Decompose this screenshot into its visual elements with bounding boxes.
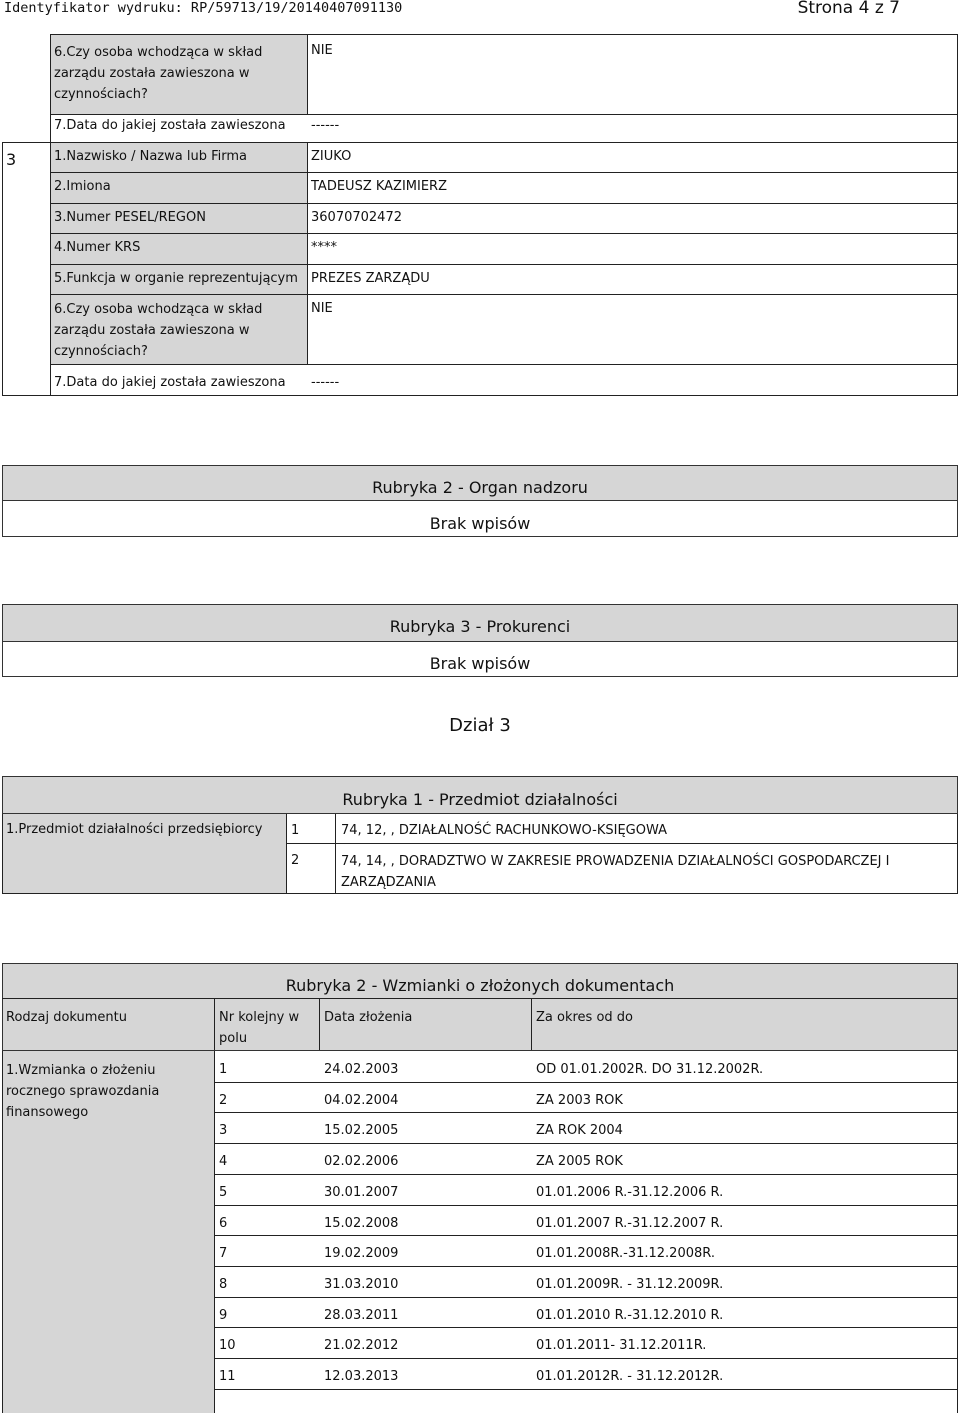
row-number: 9 (219, 1307, 228, 1323)
period-range: ZA ROK 2004 (536, 1123, 623, 1139)
business-activity-title: Rubryka 1 - Przedmiot działalności (342, 790, 618, 809)
period-range: 01.01.2010 R.-31.12.2010 R. (536, 1307, 724, 1323)
filing-date: 19.02.2009 (324, 1246, 399, 1262)
proxies-title: Rubryka 3 - Prokurenci (389, 617, 571, 636)
column-header-document-type: Rodzaj dokumentu (6, 1010, 127, 1025)
suspension-question-label: 6.Czy osoba wchodząca w skład zarządu została zawieszona w czynnościach? (54, 45, 263, 102)
surname-label: 1.Nazwisko / Nazwa lub Firma (54, 149, 247, 164)
suspension-date-value-3: ------ (311, 375, 340, 390)
activity-item-text: 74, 12, , DZIAŁALNOŚĆ RACHUNKOWO-KSIĘGOWA (341, 823, 667, 838)
row-number: 7 (219, 1246, 228, 1262)
period-range: 01.01.2007 R.-31.12.2007 R. (536, 1215, 724, 1231)
column-header-field-number: Nr kolejny w polu (219, 1010, 300, 1046)
page-number: Strona 4 z 7 (797, 0, 900, 18)
filed-documents-title: Rubryka 2 - Wzmianki o złożonych dokumentach (285, 976, 675, 995)
row-divider (214, 1266, 958, 1267)
filing-date: 30.01.2007 (324, 1184, 399, 1200)
function-value: PREZES ZARZĄDU (311, 271, 430, 286)
row-divider (214, 1082, 958, 1083)
krs-label: 4.Numer KRS (54, 240, 141, 255)
period-range: ZA 2003 ROK (536, 1092, 623, 1108)
row-divider (214, 1389, 958, 1390)
filing-date: 15.02.2008 (324, 1215, 399, 1231)
row-divider (214, 1174, 958, 1175)
filing-date: 12.03.2013 (324, 1369, 399, 1384)
suspension-date-label: 7.Data do jakiej została zawieszona (54, 118, 286, 133)
activity-item-number: 2 (291, 853, 300, 868)
row-divider (214, 1327, 958, 1328)
row-divider (214, 1112, 958, 1113)
filing-date: 04.02.2004 (324, 1092, 399, 1108)
row-divider (214, 1235, 958, 1236)
document-type-value: 1.Wzmianka o złożeniu rocznego sprawozdania finansowego (6, 1063, 160, 1120)
row-number: 3 (219, 1123, 228, 1139)
period-range: 01.01.2008R.-31.12.2008R. (536, 1246, 715, 1262)
print-identifier: Identyfikator wydruku: RP/59713/19/20140407091130 (4, 0, 403, 16)
pesel-label: 3.Numer PESEL/REGON (54, 210, 206, 225)
function-label: 5.Funkcja w organie reprezentującym (54, 271, 298, 286)
row-divider (214, 1143, 958, 1144)
period-range: OD 01.01.2002R. DO 31.12.2002R. (536, 1062, 764, 1077)
filing-date: 21.02.2012 (324, 1338, 399, 1354)
filing-date: 31.03.2010 (324, 1276, 399, 1292)
first-names-label: 2.Imiona (54, 179, 111, 194)
supervisory-body-title: Rubryka 2 - Organ nadzoru (372, 478, 588, 497)
business-activity-label: 1.Przedmiot działalności przedsiębiorcy (6, 822, 263, 837)
activity-item-text: 74, 14, , DORADZTWO W ZAKRESIE PROWADZENIA DZIAŁALNOŚCI GOSPODARCZEJ I ZARZĄDZANIA (341, 854, 890, 890)
filing-date: 28.03.2011 (324, 1307, 399, 1323)
suspended-label: 6.Czy osoba wchodząca w skład zarządu została zawieszona w czynnościach? (54, 302, 263, 359)
column-header-filing-date: Data złożenia (324, 1010, 413, 1025)
proxies-empty: Brak wpisów (429, 654, 531, 673)
row-number: 6 (219, 1215, 228, 1231)
period-range: 01.01.2011- 31.12.2011R. (536, 1338, 707, 1354)
filing-date: 02.02.2006 (324, 1154, 399, 1170)
section-title-dzial-3: Dział 3 (449, 715, 511, 736)
surname-value: ZIUKO (311, 149, 352, 164)
row-number: 8 (219, 1276, 228, 1292)
row-number: 2 (219, 1092, 228, 1108)
row-number: 1 (219, 1062, 228, 1077)
column-header-period: Za okres od do (536, 1010, 633, 1025)
row-number: 10 (219, 1338, 236, 1354)
person-number: 3 (6, 150, 17, 169)
first-names-value: TADEUSZ KAZIMIERZ (311, 179, 447, 194)
supervisory-body-empty: Brak wpisów (429, 514, 531, 533)
row-number: 5 (219, 1184, 228, 1200)
suspended-value: NIE (311, 301, 333, 316)
row-divider (214, 1297, 958, 1298)
suspension-date-value: ------ (311, 118, 340, 133)
row-divider (214, 1358, 958, 1359)
pesel-value: 36070702472 (311, 210, 402, 225)
filing-date: 24.02.2003 (324, 1062, 399, 1077)
period-range: 01.01.2009R. - 31.12.2009R. (536, 1276, 724, 1292)
activity-item-number: 1 (291, 823, 300, 838)
period-range: 01.01.2012R. - 31.12.2012R. (536, 1369, 724, 1384)
row-number: 4 (219, 1154, 228, 1170)
suspension-date-label-3: 7.Data do jakiej została zawieszona (54, 375, 286, 390)
krs-value: **** (311, 240, 337, 255)
filing-date: 15.02.2005 (324, 1123, 399, 1139)
row-divider (214, 1205, 958, 1206)
row-number: 11 (219, 1369, 236, 1384)
period-range: ZA 2005 ROK (536, 1154, 623, 1170)
period-range: 01.01.2006 R.-31.12.2006 R. (536, 1184, 724, 1200)
suspension-question-value: NIE (311, 43, 333, 58)
